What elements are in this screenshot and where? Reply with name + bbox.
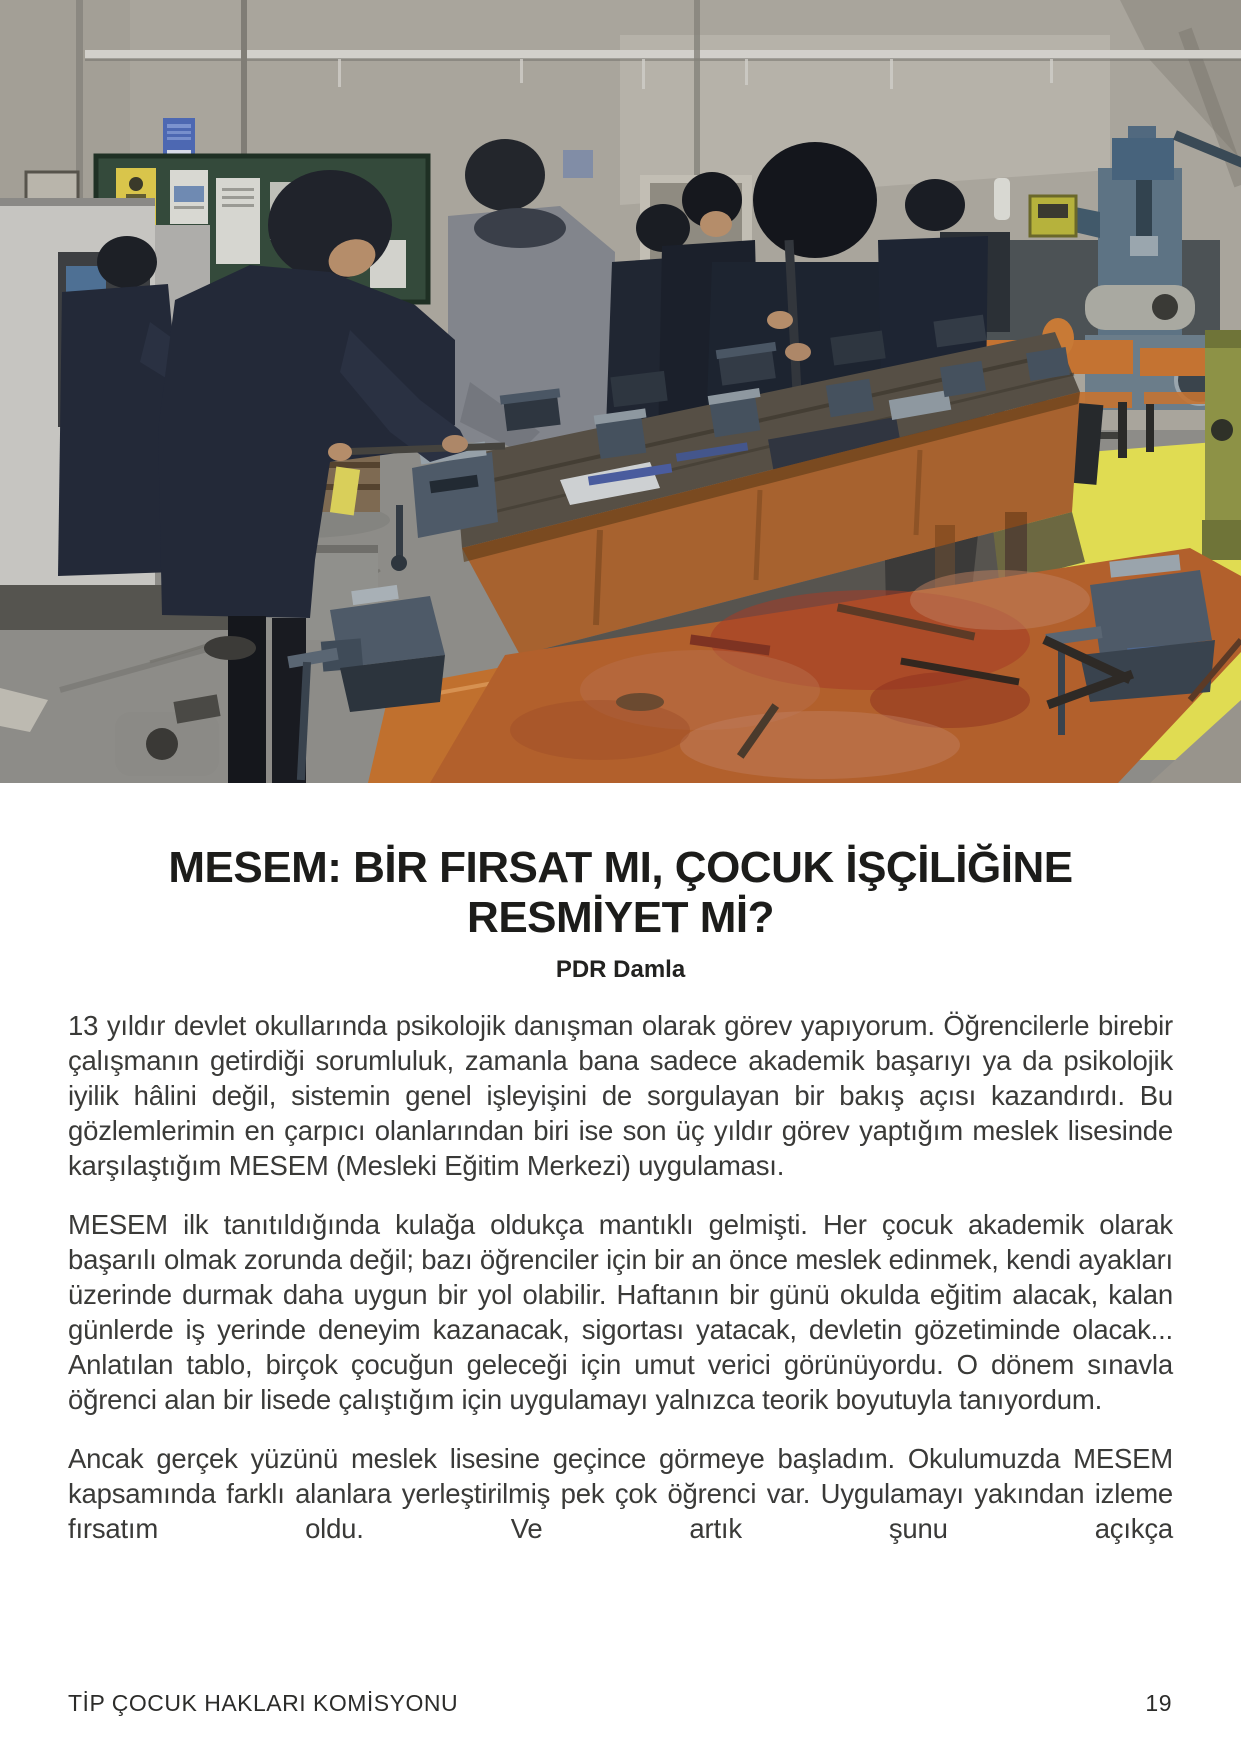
- article-content: [0, 783, 1241, 1570]
- page-number: 19: [1145, 1690, 1172, 1716]
- green-machine: [1202, 330, 1241, 560]
- article-paragraph: Ancak gerçek yüzünü meslek lisesine geçince görmeye başladım. Okulumuzda MESEM kapsamında farklı alanlara yerleştirilmiş pek çok öğrenci var. Uygulamayı yakından izleme fırsatım oldu. Ve artık şunu açıkça: [68, 1443, 1173, 1545]
- article-paragraph: 13 yıldır devlet okullarında psikolojik danışman olarak görev yapıyorum. Öğrencilerle birebir çalışmanın getirdiği sorumluluk, zamanla bana sadece akademik başarıyı ya da psikolojik iyilik hâlini değil, sistemin genel işleyişini de sorgulayan bir bakış açısı kazandırdı. Bu gözlemlerimin en çarpıcı olanlarından biri ise son üç yıldır görev yaptığım meslek lisesinde karşılaştığım MESEM (Mesleki Eğitim Merkezi) uygulaması.: [68, 1010, 1173, 1182]
- page-footer: [68, 1690, 1172, 1717]
- article-body: [68, 1008, 1173, 1546]
- small-wall-sign: [563, 150, 593, 178]
- article-author: PDR Damla: [555, 956, 686, 984]
- workshop-photo: [0, 0, 1241, 783]
- workshop-photo-illustration: [0, 0, 1241, 783]
- article-title: MESEM: BİR FIRSAT MI, ÇOCUK İŞÇİLİĞİNE RESMİYET Mİ?: [168, 843, 1073, 942]
- article-paragraph: MESEM ilk tanıtıldığında kulağa oldukça mantıklı gelmişti. Her çocuk akademik olarak başarılı olmak zorunda değil; bazı öğrenciler için bir an önce meslek edinmek, kendi ayakları üzerinde durmak daha uygun bir yol olabilir. Haftanın bir günü okulda eğitim alacak, kalan günlerde iş yerinde deneyim kazanacak, sigortası yatacak, devletin gözetiminde olacak... Anlatılan tablo, birçok çocuğun geleceği için umut verici görünüyordu. O dönem sınavla öğrenci alan bir lisede çalıştığım için uygulamayı yalnızca teorik boyutuyla tanıyordum.: [68, 1209, 1173, 1416]
- footer-commission: TİP ÇOCUK HAKLARI KOMİSYONU: [68, 1690, 459, 1716]
